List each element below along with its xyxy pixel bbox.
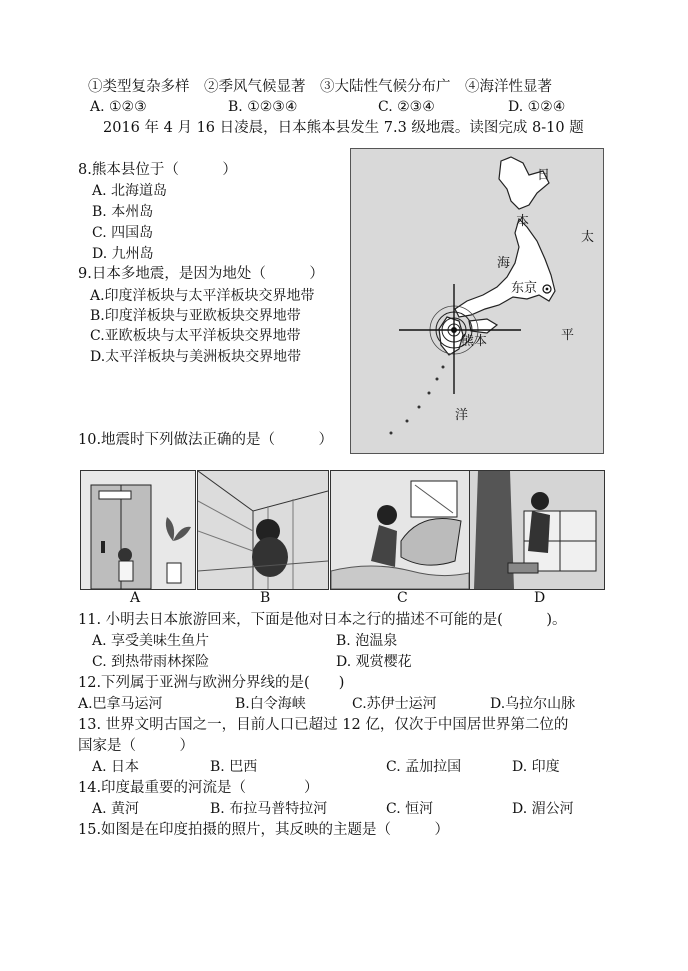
- q13-option-b: B. 巴西: [210, 759, 258, 775]
- q8-option-b: B. 本州岛: [92, 204, 154, 220]
- prev-question-features: ①类型复杂多样 ②季风气候显著 ③大陆性气候分布广 ④海洋性显著: [88, 79, 552, 95]
- q12-option-c: C.苏伊士运河: [352, 696, 437, 712]
- q9-option-a: A.印度洋板块与太平洋板块交界地带: [90, 288, 315, 304]
- q9-option-c: C.亚欧板块与太平洋板块交界地带: [90, 328, 301, 344]
- q13-stem-line2: 国家是（ ）: [78, 738, 194, 754]
- q14-option-d: D. 湄公河: [512, 801, 574, 817]
- map-label-ben: 本: [516, 214, 530, 229]
- japan-map-drawing: [351, 149, 603, 453]
- q11-option-c: C. 到热带雨林探险: [92, 654, 210, 670]
- map-label-yang: 洋: [455, 408, 469, 423]
- q8-option-c: C. 四国岛: [92, 225, 154, 241]
- q12-option-b: B.白令海峡: [235, 696, 306, 712]
- map-label-tai: 太: [581, 230, 595, 245]
- prev-option-c: C. ②③④: [378, 99, 435, 115]
- q9-stem: 9.日本多地震，是因为地处（ ）: [78, 266, 324, 282]
- q15-stem: 15.如图是在印度拍摄的照片，其反映的主题是（ ）: [78, 822, 450, 838]
- q12-stem: 12.下列属于亚洲与欧洲分界线的是( ): [78, 675, 345, 691]
- scene-a-letter: A: [130, 590, 141, 606]
- scene-b-letter: B: [260, 590, 271, 606]
- q10-stem: 10.地震时下列做法正确的是（ ）: [78, 432, 334, 448]
- q11-option-d: D. 观赏樱花: [336, 654, 412, 670]
- scene-c-letter: C: [397, 590, 408, 606]
- scene-d-letter: D: [534, 590, 546, 606]
- scene-c-image: [330, 470, 470, 590]
- map-label-ping: 平: [561, 328, 575, 343]
- map-label-tokyo: 东京: [511, 281, 538, 296]
- scene-b-image: [197, 470, 329, 590]
- passage-intro: 2016 年 4 月 16 日凌晨，日本熊本县发生 7.3 级地震。读图完成 8-10 题: [103, 120, 584, 136]
- q11-option-a: A. 享受美味生鱼片: [92, 633, 210, 649]
- prev-option-a: A. ①②③: [90, 99, 147, 115]
- prev-option-b: B. ①②③④: [228, 99, 298, 115]
- q13-option-a: A. 日本: [92, 759, 140, 775]
- map-label-ri: 日: [537, 168, 551, 183]
- q13-option-c: C. 孟加拉国: [386, 759, 462, 775]
- q14-option-a: A. 黄河: [92, 801, 140, 817]
- scene-a-image: [80, 470, 196, 590]
- prev-option-d: D. ①②④: [508, 99, 566, 115]
- q14-stem: 14.印度最重要的河流是（ ）: [78, 780, 319, 796]
- q9-option-d: D.太平洋板块与美洲板块交界地带: [90, 349, 302, 365]
- q14-option-b: B. 布拉马普特拉河: [210, 801, 328, 817]
- q8-option-a: A. 北海道岛: [92, 183, 168, 199]
- scene-d-image: [469, 470, 605, 590]
- q11-stem: 11. 小明去日本旅游回来，下面是他对日本之行的描述不可能的是( )。: [78, 612, 567, 628]
- q12-option-a: A.巴拿马运河: [78, 696, 163, 712]
- q9-option-b: B.印度洋板块与亚欧板块交界地带: [90, 308, 301, 324]
- q11-option-b: B. 泡温泉: [336, 633, 398, 649]
- map-label-kumamoto: 熊本: [461, 334, 488, 349]
- q13-stem-line1: 13. 世界文明古国之一，目前人口已超过 12 亿，仅次于中国居世界第二位的: [78, 717, 569, 733]
- japan-map-figure: [350, 148, 604, 454]
- q14-option-c: C. 恒河: [386, 801, 434, 817]
- q8-option-d: D. 九州岛: [92, 246, 154, 262]
- q12-option-d: D.乌拉尔山脉: [490, 696, 576, 712]
- q13-option-d: D. 印度: [512, 759, 560, 775]
- map-label-hai: 海: [497, 256, 511, 271]
- q8-stem: 8.熊本县位于（ ）: [78, 162, 237, 178]
